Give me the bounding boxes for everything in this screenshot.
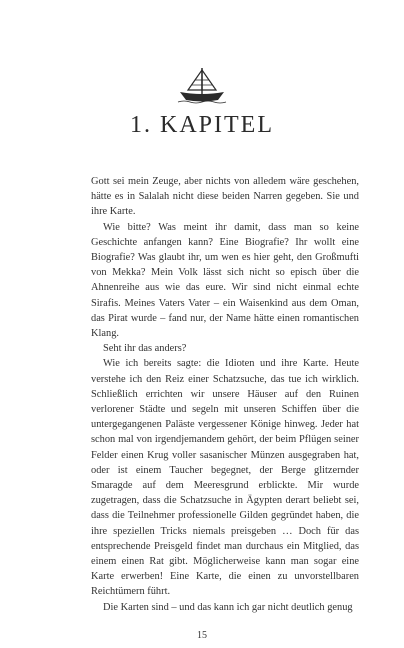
paragraph: Gott sei mein Zeuge, aber nichts von alledem wäre geschehen, hätte es in Salalah nicht diese beiden Narren gegeben. Sie und ihre Karte. [91, 176, 359, 218]
chapter-title: 1. KAPITEL [130, 112, 274, 138]
paragraph: Wie bitte? Was meint ihr damit, dass man so keine Geschichte anfangen kann? Eine Biografie? Ihr wollt eine Biografie? Was glaubt ihr, um wen es hier geht, den Großmufti von Mekka? Mein Volk lässt sich nicht so episch über die Ahnenreihe aus wie das eure. Wir sind nicht einmal echte Sirafis. Meines Vaters Vater – ein Waisenkind aus dem Oman, das Pirat wurde – fand nur, der Name hätte einen romantischen Klang. [91, 221, 359, 340]
paragraph: Die Karten sind – und das kann ich gar nicht deutlich genug [103, 601, 353, 613]
paragraph: Seht ihr das anders? [103, 343, 187, 355]
paragraph: Wie ich bereits sagte: die Idioten und ihre Karte. Heute verstehe ich den Reiz einer Schatzsuche, das tue ich wirklich. Schließlich errichten wir unsere Häuser auf den Ruinen verlorener Städte und segeln mit unseren Schiffen über die untergegangenen Paläste vergessener Könige hinweg. Jeder hat schon mal von irgendjemandem gehört, der beim Pflügen seiner Felder einen Krug voller sasanischer Münzen ausgegraben hat, oder ist einem Taucher begegnet, der Berge glitzernder Smaragde auf dem Meeresgrund erblickte. Mir wurde zugetragen, dass die Schatzsuche in Ägypten derart beliebt sei, dass die Teilnehmer professionelle Gilden gegründet haben, die ihre speziellen Tricks niemals preisgeben … Doch für das entsprechende Preisgeld findet man durchaus ein Mitglied, das einem einen Rat gibt. Möglicherweise kann man sogar eine Karte erwerben! Eine Karte, die einen zu unvorstellbaren Reichtümern führt. [91, 358, 359, 598]
body-text [91, 174, 359, 615]
ship-icon [176, 66, 228, 104]
page-number: 15 [197, 630, 207, 641]
